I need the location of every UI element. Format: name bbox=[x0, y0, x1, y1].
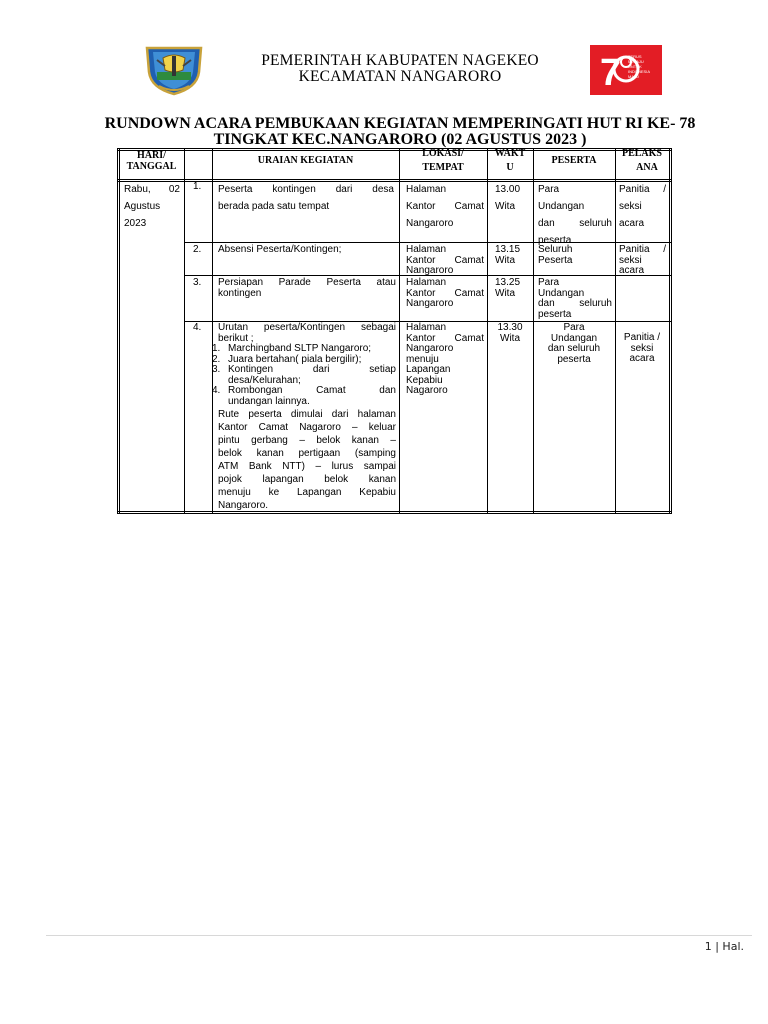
row-4-pelaksana: Panitia / seksi acara bbox=[623, 332, 661, 364]
svg-text:INDONESIA: INDONESIA bbox=[628, 69, 651, 74]
row-4-lokasi: Halaman Kantor Camat Nangaroro menuju Lapangan Kepabiu Nagaroro bbox=[406, 322, 484, 396]
list-item: 2. Juara bertahan( piala bergilir); bbox=[212, 353, 362, 365]
row-3-peserta: Para Undangan dan seluruh peserta bbox=[538, 277, 612, 320]
row-3-lokasi: Halaman Kantor Camat Nangaroro bbox=[406, 277, 484, 309]
svg-text:7: 7 bbox=[600, 52, 622, 94]
row-1-peserta: Para Undangan dan seluruh peserta bbox=[538, 184, 612, 246]
header-government-name: PEMERINTAH KABUPATEN NAGEKEO bbox=[261, 52, 539, 69]
row-2-peserta: Seluruh Peserta bbox=[538, 244, 573, 266]
row-3-uraian: Persiapan Parade Peserta atau kontingen bbox=[218, 277, 396, 299]
day-date-cell: Rabu, 02 Agustus 2023 bbox=[124, 184, 180, 229]
list-item: 4. Rombongan Camat dan undangan lainnya. bbox=[212, 385, 396, 407]
svg-text:MELAJU: MELAJU bbox=[628, 59, 644, 64]
header-pelaksana: PELAKS ANA bbox=[621, 148, 662, 173]
svg-text:UNTUK: UNTUK bbox=[628, 64, 642, 69]
list-item: 3. Kontingen dari setiap desa/Kelurahan; bbox=[212, 364, 396, 386]
svg-text:TERUS: TERUS bbox=[628, 54, 642, 59]
row-3-number: 3. bbox=[193, 277, 202, 288]
header-lokasi: LOKASI/ TEMPAT bbox=[422, 148, 464, 173]
header-peserta: PESERTA bbox=[551, 155, 597, 166]
header-district-name: KECAMATAN NANGARORO bbox=[298, 68, 502, 85]
row-1-lokasi: Halaman Kantor Camat Nangaroro bbox=[406, 184, 484, 229]
page-number: 1 | Hal. bbox=[704, 940, 744, 953]
row-1-number: 1. bbox=[193, 181, 202, 192]
row-1-uraian: Peserta kontingen dari desa berada pada satu tempat bbox=[218, 184, 394, 212]
row-2-number: 2. bbox=[193, 244, 202, 255]
footer-divider bbox=[46, 935, 752, 936]
row-4-number: 4. bbox=[193, 322, 202, 333]
hut-ri-78-logo-icon bbox=[590, 45, 662, 95]
row-4-waktu: 13.30 Wita bbox=[497, 322, 523, 344]
route-description: Rute peserta dimulai dari halaman Kantor Camat Nagaroro – keluar pintu gerbang – belok kanan – belok kanan pertigaan (samping ATM Bank NTT) – lurus sampai pojok lapangan belok kanan menuju ke Lapangan Kepabiu Nangaroro. bbox=[218, 409, 396, 511]
row-1-waktu: 13.00 Wita bbox=[495, 184, 521, 212]
row-2-uraian: Absensi Peserta/Kontingen; bbox=[218, 244, 342, 255]
document-title-line-2: TINGKAT KEC.NANGARORO (02 AGUSTUS 2023 ) bbox=[213, 131, 587, 148]
row-2-waktu: 13.15 Wita bbox=[495, 244, 521, 266]
row-2-lokasi: Halaman Kantor Camat Nangaroro bbox=[406, 244, 484, 276]
row-4-peserta: Para Undangan dan seluruh peserta bbox=[547, 322, 601, 365]
row-4-uraian: Urutan peserta/Kontingen sebagai berikut ; 1. Marchingband SLTP Nangaroro; 2. Juara bertahan( piala bergilir); 3. Kontingen dari setiap desa/Kelurahan; 4. Rombongan Camat dan undangan lainnya. Rute peserta dimulai dari halaman Kantor Camat Nagaroro – keluar pintu gerbang – belok kanan – belok kanan pertigaan (samping ATM Bank NTT) – lurus sampai pojok lapangan belok kanan menuju ke Lapangan Kepabiu Nangaroro. bbox=[212, 322, 396, 511]
row-2-pelaksana: Panitia / seksi acara bbox=[619, 244, 666, 276]
svg-text:MAJU: MAJU bbox=[628, 74, 639, 79]
header-hari: HARI/ TANGGAL bbox=[126, 150, 177, 172]
list-item: 1. Marchingband SLTP Nangaroro; bbox=[212, 343, 372, 354]
rundown-table bbox=[117, 148, 672, 514]
document-title-line-1: RUNDOWN ACARA PEMBUKAAN KEGIATAN MEMPERINGATI HUT RI KE- 78 bbox=[104, 115, 696, 132]
header-uraian: URAIAN KEGIATAN bbox=[257, 155, 354, 166]
header-waktu: WAKT U bbox=[494, 148, 526, 173]
row-1-pelaksana: Panitia / seksi acara bbox=[619, 184, 666, 229]
row-3-waktu: 13.25 Wita bbox=[495, 277, 521, 299]
